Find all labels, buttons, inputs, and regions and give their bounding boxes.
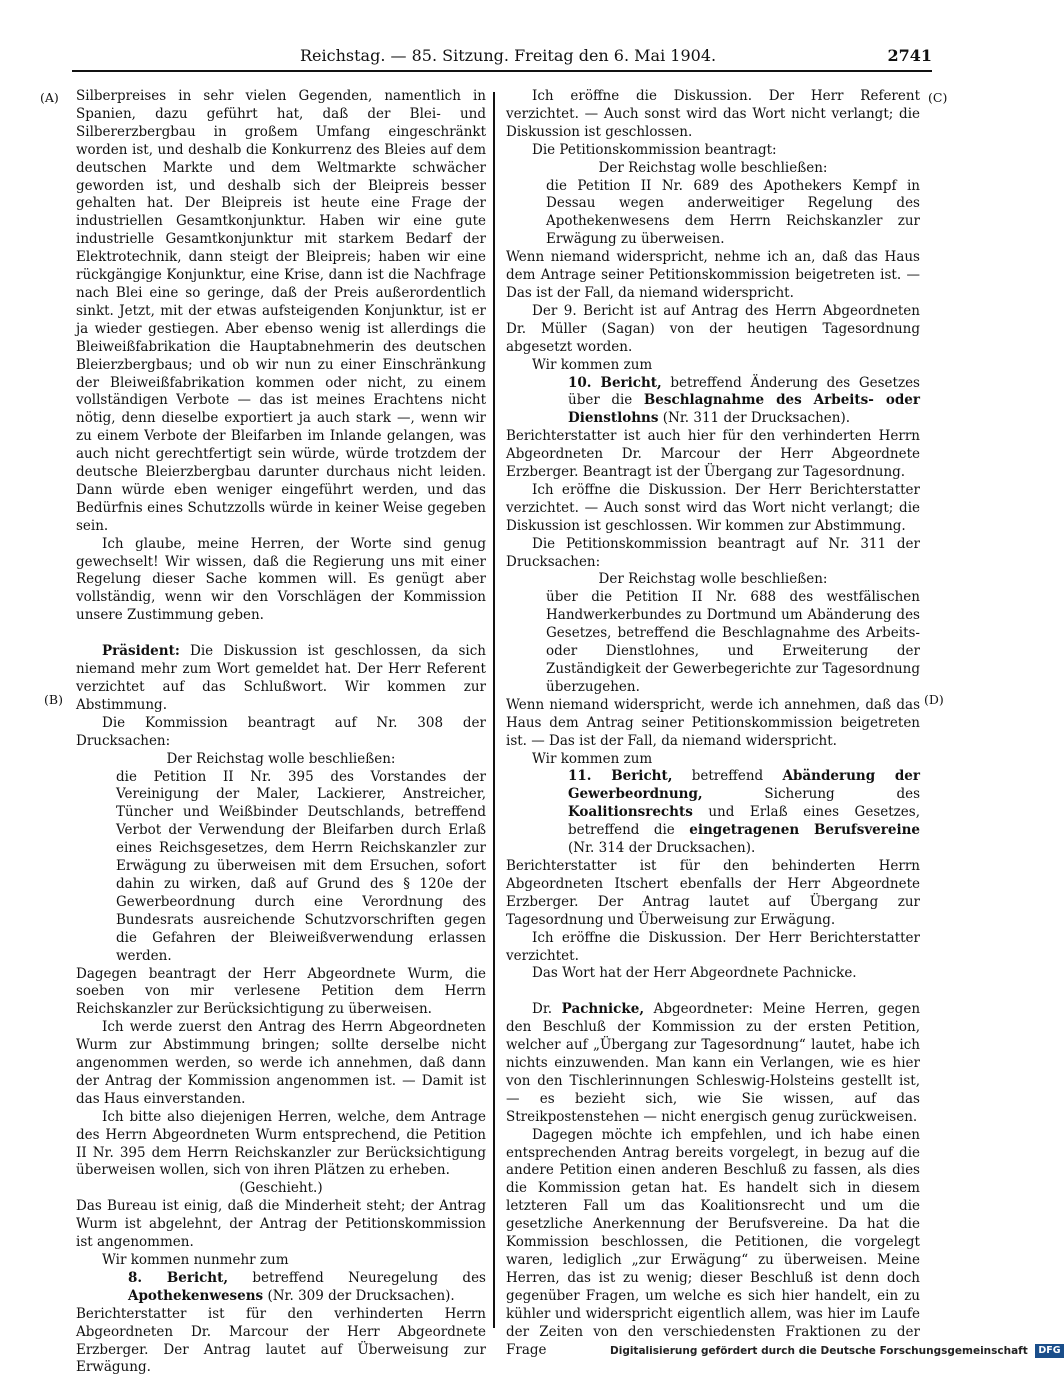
resolution-heading: Der Reichstag wolle beschließen: — [598, 159, 828, 176]
paragraph: Silberpreises in sehr vielen Gegenden, namentlich in Spanien, dazu geführt hat, daß der Blei- und Silbererzbergbau in großem Umfang eingeschränkt worden ist, und deshalb die Konkurrenz des Bleies auf dem deutschen Markte und dem Weltmarkte schwächer geworden ist, und deshalb sich der Bleipreis besser gehalten hat. Der Bleipreis ist heute eine Frage der industriellen Gesamtkonjunktur. Haben wir eine gute industrielle Gesamtkonjunktur mit starkem Bedarf der Elektrotechnik, dann steigt der Bleipreis; haben wir eine rückgängige Konjunktur, eine Krise, dann ist die Nachfrage nach Blei eine so geringe, daß der Preis außerordentlich sinkt. Jetzt, mit der etwas aufsteigenden Konjunktur, ist er ja wieder gestiegen. Aber ebenso wenig ist allerdings die Bleiweißfabrikation die Hauptabnehmerin des deutschen Bleierzbergbaus; und ob wir nun zu einer Einschränkung der Bleiweißfabrikation kommen oder nicht, zu einem vollständigen Verbote — das ist meines Erachtens nicht nötig, denn dieselbe exportiert ja auch stark —, wenn wir zu einem Verbote der Bleifarben im Inlande gelangen, was auch nicht gerechtfertigt sein würde, würde trotzdem der deutsche Bleierzbergbau darunter durchaus nicht leiden. Dann würde eben weniger eingeführt werden, und das Bedürfnis eines Schutzzolls würde in keiner Weise gegeben sein. — [76, 88, 486, 534]
page-number: 2741 — [887, 46, 932, 65]
dfg-logo: DFG — [1035, 1344, 1063, 1358]
paragraph-gap — [76, 625, 486, 643]
agenda-item-ref: (Nr. 311 der Drucksachen). — [662, 410, 851, 427]
resolution-text: die Petition II Nr. 395 des Vorstandes der Vereinigung der Maler, Lackierer, Anstreicher, Tüncher und Weißbinder Deutschlands, betreffend Verbot der Verwendung der Bleifarben durch Erlaß eines Reichsgesetzes, dem Herrn Reichskanzler zur Erwägung zu überweisen mit dem Ersuchen, sofort dahin zu wirken, daß auf Grund des § 120e der Gewerbeordnung durch eine Verordnung des Bundesrats ausreichende Schutzvorschriften gegen die Gefahren der Bleiweißverwendung erlassen werden. — [116, 768, 486, 964]
paragraph: Dagegen beantragt der Herr Abgeordnete Wurm, die soeben von mir verlesene Petition dem Herrn Reichskanzler zur Berücksichtigung zu überweisen. — [76, 965, 486, 1018]
margin-marker-a: (A) — [40, 90, 59, 105]
paragraph-gap — [506, 983, 920, 1001]
paragraph: Wir kommen nunmehr zum — [102, 1252, 289, 1268]
resolution-heading: Der Reichstag wolle beschließen: — [598, 571, 828, 588]
agenda-item-number: 8. Bericht, — [128, 1269, 229, 1286]
paragraph: Die Petitionskommission beantragt auf Nr. 311 der Drucksachen: — [506, 535, 920, 570]
speaker-name: Präsident: — [102, 643, 180, 660]
header-rule — [72, 70, 932, 72]
header-title: Reichstag. — 85. Sitzung. Freitag den 6. Mai 1904. — [300, 46, 717, 65]
agenda-item-text: betreffend Änderung des Gesetzes über die — [568, 374, 920, 409]
margin-marker-d: (D) — [924, 692, 944, 707]
footer-text: Digitalisierung gefördert durch die Deutsche Forschungsgemeinschaft — [610, 1345, 1028, 1357]
paragraph: Berichterstatter ist für den behinderten Herrn Abgeordneten Itschert ebenfalls der Herr Abgeordnete Erzberger. Der Antrag lautet auf Übergang zur Tagesordnung und Überweisung zur Erwägung. — [506, 857, 920, 928]
resolution-text: über die Petition II Nr. 688 des westfälischen Handwerkerbundes zu Dortmund um Abänderung des Gesetzes, betreffend die Beschlagnahme des Arbeits- oder Dienstlohnes, und Erweiterung der Zuständigkeit der Gewerbegerichte zur Tagesordnung überzugehen. — [546, 589, 920, 695]
speech-paragraph — [506, 1001, 920, 1126]
resolution-heading: Der Reichstag wolle beschließen: — [166, 750, 396, 767]
agenda-item-subject: Koalitionsrechts — [568, 804, 693, 821]
agenda-item-subject: Apothekenwesens — [128, 1287, 264, 1304]
paragraph: Wir kommen zum — [532, 356, 653, 373]
agenda-item-text: betreffend — [691, 768, 764, 785]
paragraph: Das Bureau ist einig, daß die Minderheit steht; der Antrag Wurm ist abgelehnt, der Antrag der Petitionskommission ist angenommen. — [76, 1198, 486, 1251]
column-divider — [493, 92, 495, 1328]
page-header — [300, 44, 932, 68]
agenda-item — [506, 375, 920, 429]
paragraph: Ich werde zuerst den Antrag des Herrn Abgeordneten Wurm zur Abstimmung bringen; sollte derselbe nicht angenommen werden, so werde ich annehmen, daß dann der Antrag der Kommission angenommen ist. — Damit ist das Haus einverstanden. — [76, 1019, 486, 1107]
speech-text: Abgeordneter: Meine Herren, gegen den Beschluß der Kommission zu der ersten Petition, welcher auf „Übergang zur Tagesordnung“ lautet, habe ich nichts einzuwenden. Man kann ein Verlangen, wie es hier von den Tischlerinnungen Schleswig-Holsteins gestellt ist, — es bezieht sich, wie Sie wissen, auf das Streikpostenstehen — nicht energisch genug zurückweisen. — [506, 1001, 921, 1125]
speech-paragraph — [76, 643, 486, 715]
left-column — [76, 88, 486, 1377]
agenda-item-text: und Erlaß eines Gesetzes, betreffend die — [568, 804, 920, 839]
agenda-item-subject: eingetragenen Berufsvereine — [689, 822, 921, 839]
margin-marker-c: (C) — [928, 90, 948, 105]
resolution-text: die Petition II Nr. 689 des Apothekers Kempf in Dessau wegen anderweitiger Regelung des Apothekenwesens dem Herrn Reichskanzler zur Erwägung zu überweisen. — [546, 177, 920, 248]
paragraph: Berichterstatter ist auch hier für den verhinderten Herrn Abgeordneten Dr. Marcour der Herr Abgeordnete Erzberger. Beantragt ist der Übergang zur Tagesordnung. — [506, 428, 920, 481]
right-column — [506, 88, 920, 1359]
margin-marker-b: (B) — [44, 692, 63, 707]
agenda-item-text: betreffend Neuregelung des — [252, 1269, 486, 1286]
speech-text: Die Diskussion ist geschlossen, da sich niemand mehr zum Wort gemeldet hat. Der Herr Referent verzichtet auf das Schlußwort. Wir kommen zur Abstimmung. — [76, 643, 487, 713]
paragraph: Wir kommen zum — [532, 750, 653, 767]
agenda-item-subject: Abänderung der Gewerbeordnung, — [568, 768, 921, 803]
agenda-item-number: 10. Bericht, — [568, 374, 662, 391]
speaker-name: Pachnicke, — [561, 1001, 645, 1018]
agenda-item-subject: Beschlagnahme des Arbeits- oder Dienstlohns — [568, 392, 920, 427]
agenda-item-text: Sicherung des — [764, 786, 920, 803]
paragraph: Ich eröffne die Diskussion. Der Herr Berichterstatter verzichtet. — Auch sonst wird das Wort nicht verlangt; die Diskussion ist geschlossen. Wir kommen zur Abstimmung. — [506, 481, 920, 534]
stage-direction: (Geschieht.) — [239, 1180, 323, 1197]
speaker-title: Dr. — [532, 1001, 553, 1018]
paragraph: Ich eröffne die Diskussion. Der Herr Referent verzichtet. — Auch sonst wird das Wort nicht verlangt; die Diskussion ist geschlossen. — [506, 88, 920, 140]
paragraph: Die Petitionskommission beantragt: — [532, 141, 777, 158]
paragraph: Berichterstatter ist für den verhinderten Herrn Abgeordneten Dr. Marcour der Herr Abgeordnete Erzberger. Der Antrag lautet auf Überweisung zur Erwägung. — [76, 1305, 486, 1376]
digitization-credit — [610, 1344, 1061, 1364]
paragraph: Ich eröffne die Diskussion. Der Herr Berichterstatter verzichtet. — [506, 929, 920, 964]
paragraph: Ich glaube, meine Herren, der Worte sind genug gewechselt! Wir wissen, daß die Regierung uns mit einer Regelung dieser Sache kommen will. Es genügt aber vollständig, wenn wir den Vorschlägen der Kommission unsere Zustimmung geben. — [76, 535, 486, 624]
paragraph: Das Wort hat der Herr Abgeordnete Pachnicke. — [532, 965, 857, 982]
agenda-item — [506, 768, 920, 858]
paragraph: Wenn niemand widerspricht, werde ich annehmen, daß das Haus dem Antrag seiner Petitionskommission beigetreten ist. — Das ist der Fall, da niemand widerspricht. — [506, 696, 920, 749]
agenda-item — [76, 1270, 486, 1306]
paragraph: Die Kommission beantragt auf Nr. 308 der Drucksachen: — [76, 714, 486, 749]
agenda-item-ref: (Nr. 309 der Drucksachen). — [267, 1287, 455, 1304]
paragraph: Dagegen möchte ich empfehlen, und ich habe einen entsprechenden Antrag bereits vorgelegt, in bezug auf die andere Petition einen anderen Beschluß zu fassen, als dies die Kommission getan hat. Es handelt sich in diesem letzteren Fall um das Koalitionsrecht und um die gesetzliche Anerkennung der Berufsvereine. Da hat die Kommission beschlossen, die Petitionen, die vorgelegt waren, lediglich „zur Erwägung“ zu überweisen. Meine Herren, das ist zu wenig; dieser Beschluß ist denn doch gegenüber Fragen, um welche es sich hier handelt, ein zu kühler und widerspricht eigentlich allem, was hier im Laufe der Zeiten von den verschiedensten Fraktionen zu der Frage — [506, 1126, 920, 1358]
paragraph: Ich bitte also diejenigen Herren, welche, dem Antrage des Herrn Abgeordneten Wurm entsprechend, die Petition II Nr. 395 dem Herrn Reichskanzler zur Berücksichtigung überweisen wollen, sich von ihren Plätzen zu erheben. — [76, 1108, 486, 1179]
paragraph: Der 9. Bericht ist auf Antrag des Herrn Abgeordneten Dr. Müller (Sagan) von der heutigen Tagesordnung abgesetzt worden. — [506, 302, 920, 355]
agenda-item-number: 11. Bericht, — [568, 768, 673, 785]
agenda-item-ref: (Nr. 314 der Drucksachen). — [568, 840, 756, 857]
paragraph: Wenn niemand widerspricht, nehme ich an, daß das Haus dem Antrage seiner Petitionskommission beigetreten ist. — Das ist der Fall, da niemand widerspricht. — [506, 249, 920, 301]
